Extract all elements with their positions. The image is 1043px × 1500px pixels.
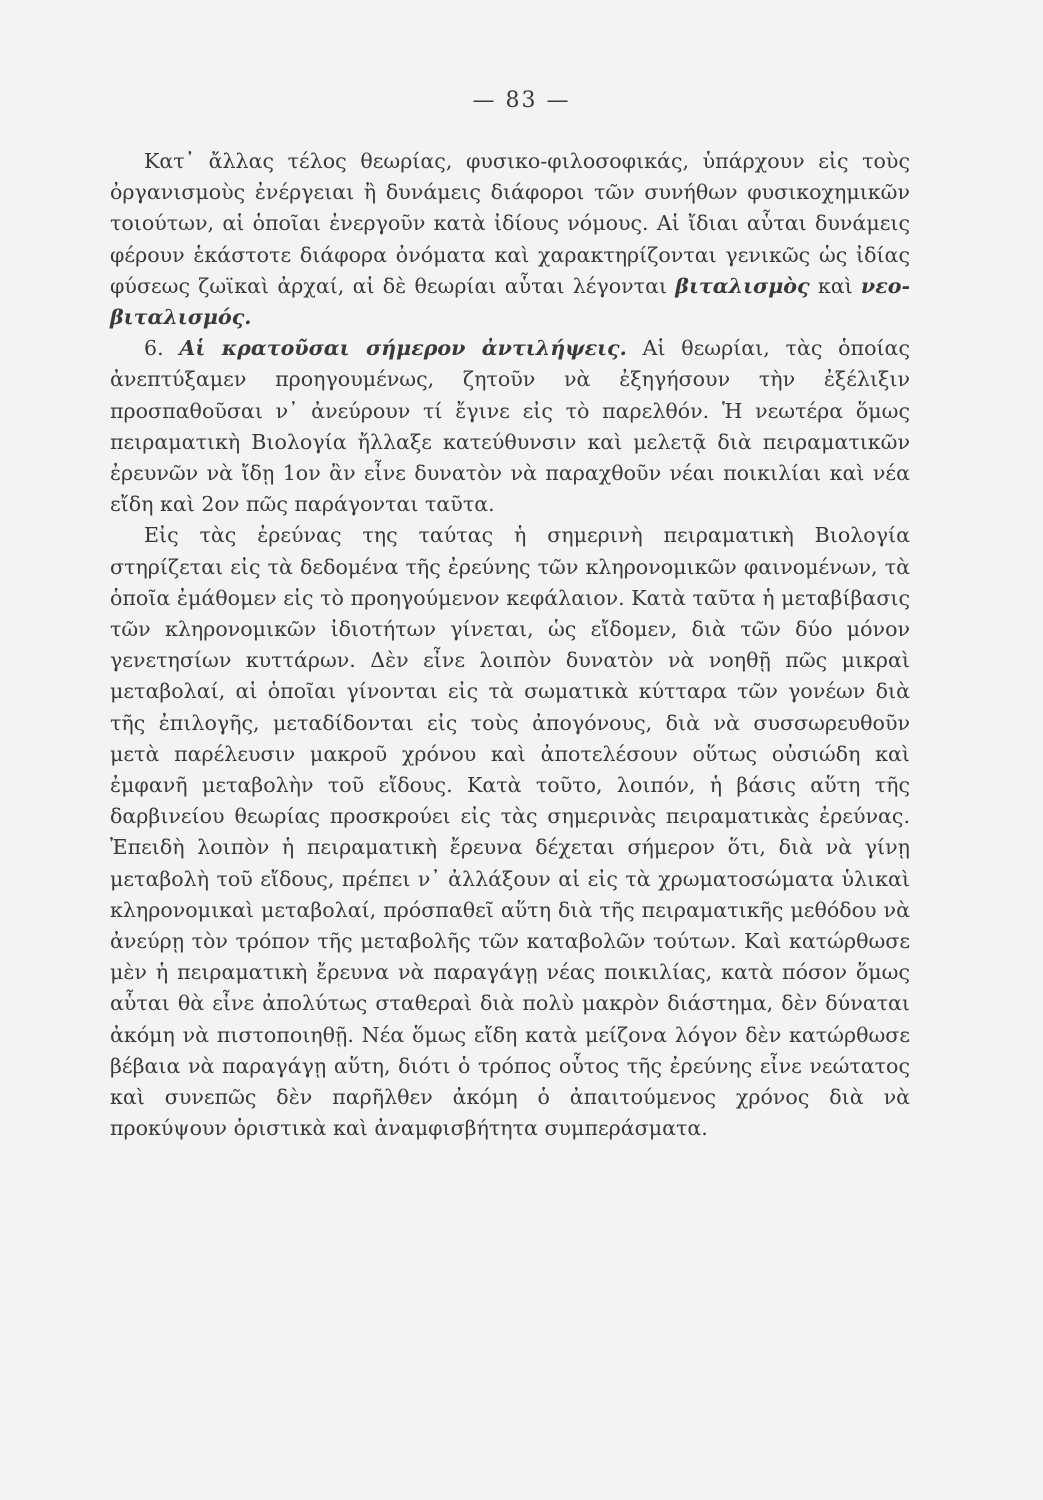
body-text <box>110 146 910 1145</box>
section-number: 6. <box>144 336 180 361</box>
text-segment: καὶ <box>809 273 861 298</box>
paragraph-section-6 <box>110 333 910 520</box>
term-vitalism: βιταλισμὸς <box>675 273 810 298</box>
text-segment: Εἰς τὰς ἐρεύνας της ταύτας ἡ σημερινὴ πειραματικὴ Βιολογία στηρίζεται εἰς τὰ δεδομένα τῆς ἐρεύνης τῶν κληρονομικῶν φαινομένων, τὰ ὁποῖα ἐμάθομεν εἰς τὸ προηγούμενον κεφάλαιον. Κατὰ ταῦτα ἡ μεταβίβασις τῶν κληρονομικῶν ἰδιοτήτων γίνεται, ὡς εἴδομεν, διὰ τῶν δύο μόνον γενετησίων κυττάρων. Δὲν εἶνε λοιπὸν δυνατὸν νὰ νοηθῇ πῶς μικραὶ μεταβολαί, αἱ ὁποῖαι γίνονται εἰς τὰ σωματικὰ κύτταρα τῶν γονέων διὰ τῆς ἐπιλογῆς, μεταδίδονται εἰς τοὺς ἀπογόνους, διὰ νὰ συσσωρευθοῦν μετὰ παρέλευσιν μακροῦ χρόνου καὶ ἀποτελέσουν οὕτως οὐσιώδη καὶ ἐμφανῆ μεταβολὴν τοῦ εἴδους. Κατὰ τοῦτο, λοιπόν, ἡ βάσις αὕτη τῆς δαρβινείου θεωρίας προσκρούει εἰς τὰς σημερινὰς πειραματικὰς ἐρεύνας. Ἐπειδὴ λοιπὸν ἡ πειραματικὴ ἔρευνα δέχεται σήμερον ὅτι, διὰ νὰ γίνῃ μεταβολὴ τοῦ εἴδους, πρέπει ν᾽ ἀλλάξουν αἱ εἰς τὰ χρωματοσώματα ὑλικαὶ κληρονομικαὶ μεταβολαί, πρόσπαθεῖ αὕτη διὰ τῆς πειραματικῆς μεθόδου νὰ ἀνεύρῃ τὸν τρόπον τῆς μεταβολῆς τῶν καταβολῶν τούτων. Καὶ κατώρθωσε μὲν ἡ πειραματικὴ ἔρευνα νὰ παραγάγῃ νέας ποικιλίας, κατὰ πόσον ὅμως αὗται θὰ εἶνε ἀπολύτως σταθεραὶ διὰ πολὺ μακρὸν διάστημα, δὲν δύναται ἀκόμη νὰ πιστοποιηθῇ. Νέα ὅμως εἴδη κατὰ μείζονα λόγον δὲν κατώρθωσε βέβαια νὰ παραγάγῃ αὕτη, διότι ὁ τρόπος οὗτος τῆς ἐρεύνης εἶνε νεώτατος καὶ συνεπῶς δὲν παρῆλθεν ἀκόμη ὁ ἀπαιτούμενος χρόνος διὰ νὰ προκύψουν ὁριστικὰ καὶ ἀναμφισβήτητα συμπεράσματα. <box>110 523 910 1141</box>
text-segment: Αἱ θεωρίαι, τὰς ὁποίας ἀνεπτύξαμεν προηγουμένως, ζητοῦν νὰ ἐξηγήσουν τὴν ἐξέλιξιν προσπαθοῦσαι ν᾽ ἀνεύρουν τί ἔγινε εἰς τὸ παρελθόν. Ἡ νεωτέρα ὅμως πειραματικὴ Βιολογία ἤλλαξε κατεύθυνσιν καὶ μελετᾷ διὰ πειραματικῶν ἐρευνῶν νὰ ἴδῃ 1ον ἂν εἶνε δυνατὸν νὰ παραχθοῦν νέαι ποικιλίαι καὶ νέα εἴδη καὶ 2ον πῶς παράγονται ταῦτα. <box>110 336 910 517</box>
paragraph-experimental-biology <box>110 520 910 1144</box>
term-neovitalism: νεο-βιταλισμός. <box>110 273 910 330</box>
page-number: — 83 — <box>472 88 571 113</box>
paragraph-theories <box>110 146 910 333</box>
section-heading: Αἱ κρατοῦσαι σήμερον ἀντιλήψεις. <box>179 336 627 361</box>
text-segment: Κατ᾽ ἄλλας τέλος θεωρίας, φυσικο-φιλοσοφικάς, ὑπάρχουν εἰς τοὺς ὀργανισμοὺς ἐνέργειαι ἢ δυνάμεις διάφοροι τῶν συνήθων φυσικοχημικῶν τοιούτων, αἱ ὁποῖαι ἐνεργοῦν κατὰ ἰδίους νόμους. Αἱ ἴδιαι αὗται δυνάμεις φέρουν ἑκάστοτε διάφορα ὀνόματα καὶ χαρακτηρίζονται γενικῶς ὡς ἰδίας φύσεως ζωϊκαὶ ἀρχαί, αἱ δὲ θεωρίαι αὗται λέγονται <box>110 149 910 298</box>
